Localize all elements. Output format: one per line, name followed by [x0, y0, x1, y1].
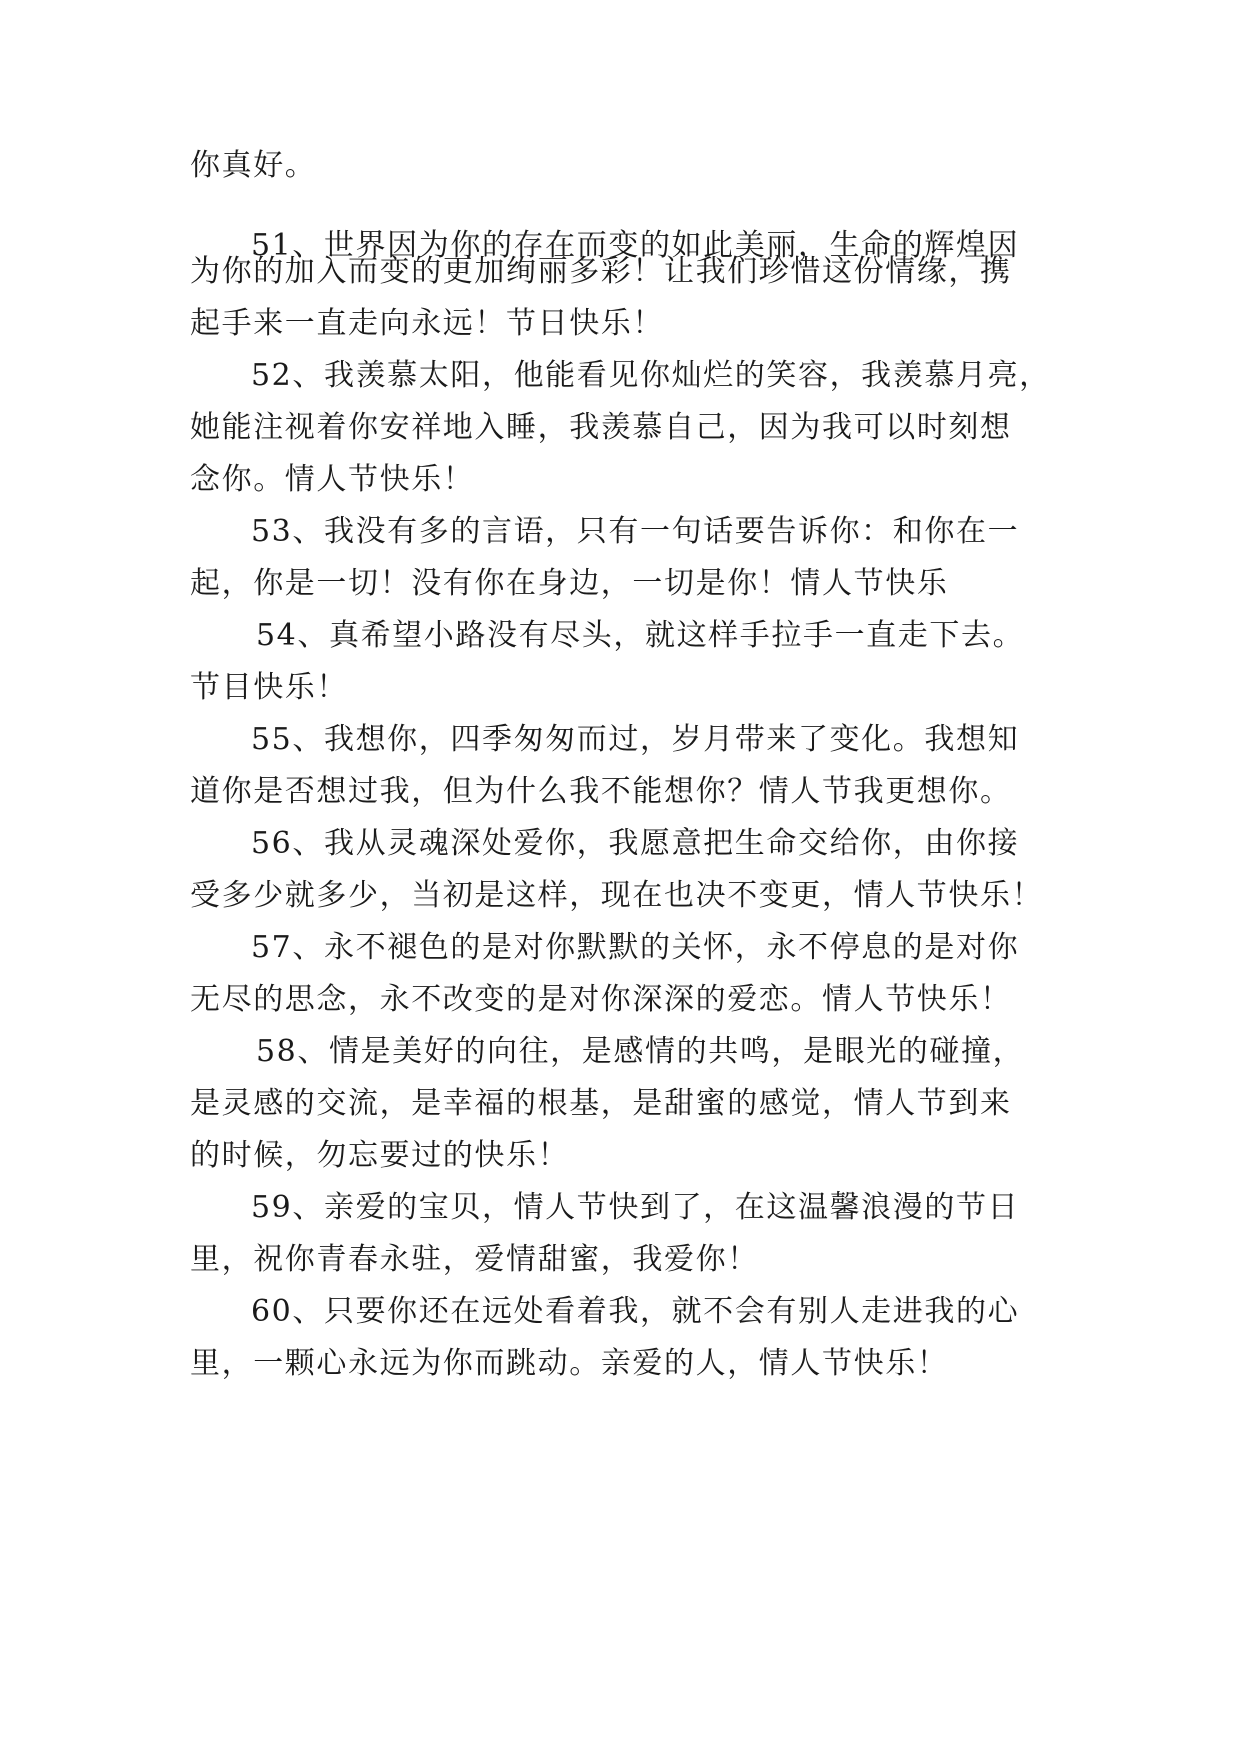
text-line: 道你是否想过我，但为什么我不能想你？情人节我更想你。 [190, 774, 1012, 809]
text-line: 受多少就多少，当初是这样，现在也决不变更，情人节快乐！ [190, 878, 1044, 913]
text-line: 59、亲爱的宝贝，情人节快到了，在这温馨浪漫的节日 [251, 1190, 1020, 1225]
text-line: 54、真希望小路没有尽头，就这样手拉手一直走下去。 [256, 618, 1025, 653]
text-line: 无尽的思念，永不改变的是对你深深的爱恋。情人节快乐！ [190, 982, 1012, 1017]
text-line: 里，祝你青春永驻，爱情甜蜜，我爱你！ [190, 1242, 759, 1277]
text-line: 56、我从灵魂深处爱你，我愿意把生命交给你，由你接 [251, 826, 1020, 861]
text-line: 53、我没有多的言语，只有一句话要告诉你：和你在一 [251, 514, 1020, 549]
text-line: 你真好。 [190, 148, 317, 183]
text-line: 节目快乐！ [190, 670, 348, 705]
text-line: 是灵感的交流，是幸福的根基，是甜蜜的感觉，情人节到来 [190, 1086, 1012, 1121]
text-line: 58、情是美好的向往，是感情的共鸣，是眼光的碰撞， [256, 1034, 1025, 1069]
text-line: 60、只要你还在远处看着我，就不会有别人走进我的心 [251, 1294, 1020, 1329]
text-line: 她能注视着你安祥地入睡，我羡慕自己，因为我可以时刻想 [190, 410, 1012, 445]
text-line: 为你的加入而变的更加绚丽多彩！让我们珍惜这份情缘，携 [190, 254, 1012, 289]
text-line: 起，你是一切！没有你在身边，一切是你！情人节快乐 [190, 566, 949, 601]
text-line: 里，一颗心永远为你而跳动。亲爱的人，情人节快乐！ [190, 1346, 949, 1381]
text-line: 55、我想你，四季匆匆而过，岁月带来了变化。我想知 [251, 722, 1020, 757]
text-line: 的时候，勿忘要过的快乐！ [190, 1138, 570, 1173]
text-line: 57、永不褪色的是对你默默的关怀，永不停息的是对你 [251, 930, 1020, 965]
text-line: 52、我羡慕太阳，他能看见你灿烂的笑容，我羡慕月亮， [251, 358, 1051, 393]
text-line: 51、世界因为你的存在而变的如此美丽，生命的辉煌因 [251, 228, 1020, 263]
text-line: 起手来一直走向永远！节日快乐！ [190, 306, 664, 341]
text-line: 念你。情人节快乐！ [190, 462, 475, 497]
